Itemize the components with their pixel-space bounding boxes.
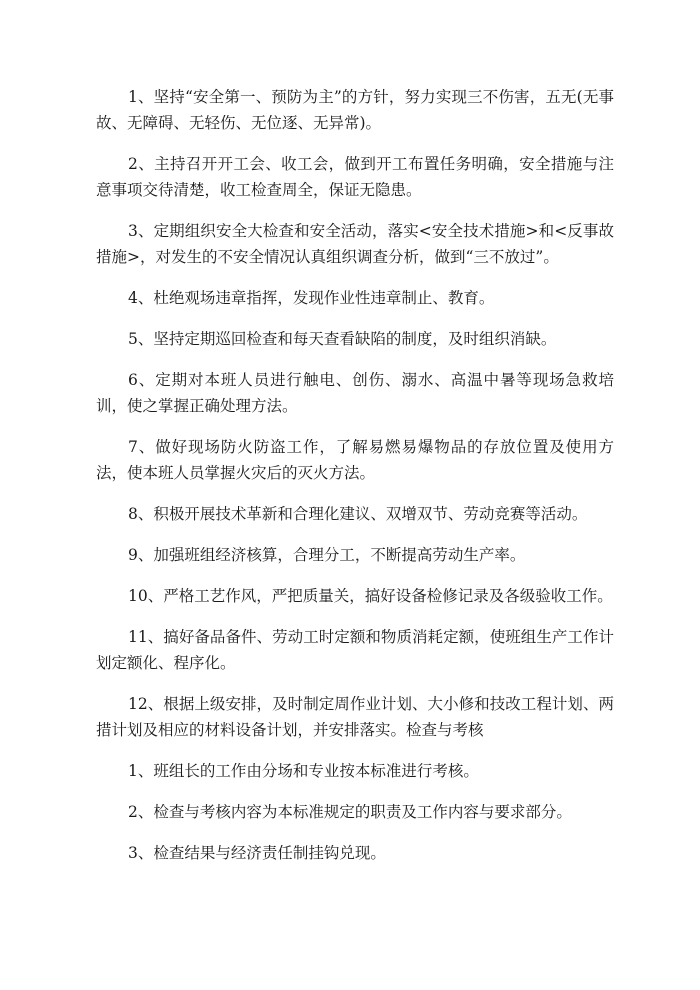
paragraph-6: 6、定期对本班人员进行触电、创伤、溺水、高温中暑等现场急救培训，使之掌握正确处理方法。 [96,371,614,415]
paragraph-15: 3、检查结果与经济责任制挂钩兑现。 [128,844,386,862]
paragraph-4: 4、杜绝观场违章指挥，发现作业性违章制止、教育。 [128,289,495,307]
paragraph-14: 2、检查与考核内容为本标准规定的职责及工作内容与要求部分。 [128,803,572,821]
document-body [96,84,614,881]
paragraph-2: 2、主持召开开工会、收工会，做到开工布置任务明确，安全措施与注意事项交待清楚，收工检查周全，保证无隐患。 [96,155,614,199]
paragraph-9: 9、加强班组经济核算，合理分工，不断提高劳动生产率。 [128,546,526,564]
paragraph-8: 8、积极开展技术革新和合理化建议、双增双节、劳动竞赛等活动。 [128,505,588,523]
paragraph-1: 1、坚持“安全第一、预防为主”的方针，努力实现三不伤害，五无(无事故、无障碍、无轻伤、无位逐、无异常)。 [96,88,614,132]
paragraph-11: 11、搞好备品备件、劳动工时定额和物质消耗定额，使班组生产工作计划定额化、程序化。 [96,628,614,672]
paragraph-7: 7、做好现场防火防盗工作，了解易燃易爆物品的存放位置及使用方法，使本班人员掌握火灾后的灭火方法。 [96,438,614,482]
paragraph-10: 10、严格工艺作风，严把质量关，搞好设备检修记录及各级验收工作。 [128,587,613,605]
paragraph-13: 1、班组长的工作由分场和专业按本标准进行考核。 [128,762,479,780]
paragraph-3: 3、定期组织安全大检查和安全活动，落实<安全技术措施>和<反事故措施>，对发生的不安全情况认真组织调查分析，做到“三不放过”。 [96,222,614,266]
paragraph-5: 5、坚持定期巡回检查和每天查看缺陷的制度，及时组织消缺。 [128,330,557,348]
paragraph-12: 12、根据上级安排，及时制定周作业计划、大小修和技改工程计划、两措计划及相应的材料设备计划，并安排落实。检查与考核 [96,695,614,739]
